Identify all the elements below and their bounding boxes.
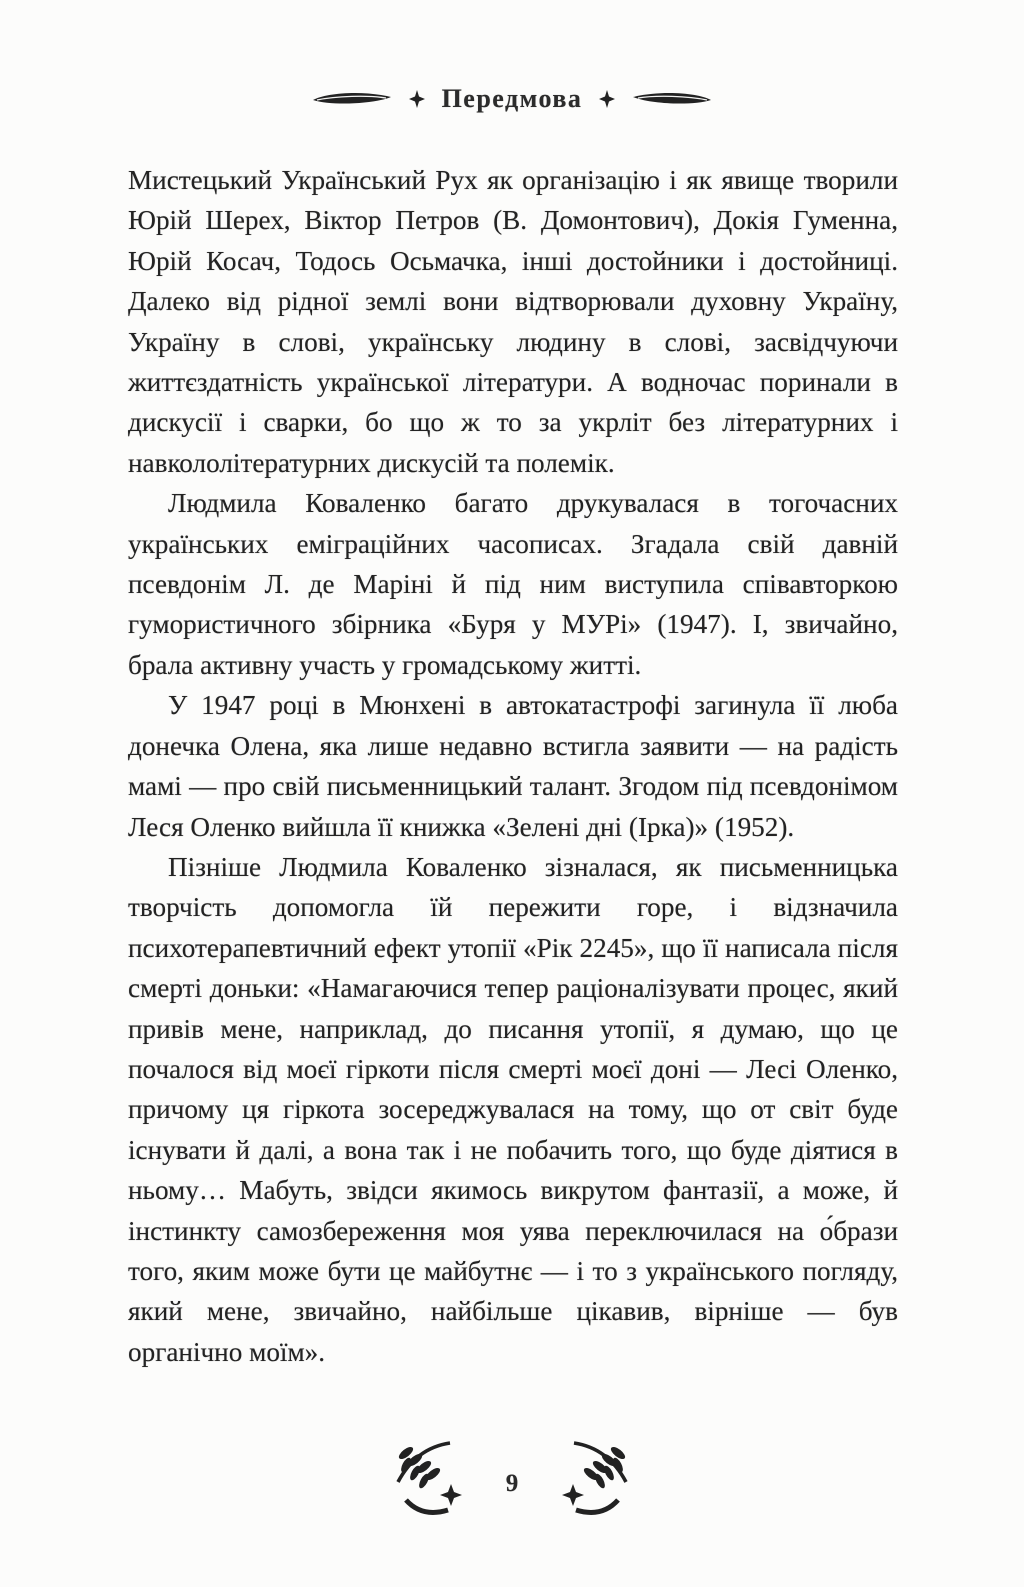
wheat-ornament-left-icon	[394, 1440, 468, 1524]
chapter-header	[0, 84, 1024, 114]
wheat-ornament-right-icon	[556, 1440, 630, 1524]
paragraph: Мистецький Український Рух як організацію і як явище творили Юрій Шерех, Віктор Петров (В. Домонтович), Докія Гуменна, Юрій Косач, Тодось Осьмачка, інші достойники і достойниці. Далеко від рідної землі вони відтворювали духовну Україну, Україну в слові, українську людину в слові, засвідчуючи життєздатність української літератури. А водночас поринали в дискусії і сварки, бо що ж то за укрліт без літературних і навкололітературних дискусій та полемік.	[128, 165, 898, 478]
four-point-star-icon	[599, 90, 615, 108]
paragraph: У 1947 році в Мюнхені в автокатастрофі загинула її люба донечка Олена, яка лише недавно встигла заявити — на радість мамі — про свій письменницький талант. Згодом під псевдонімом Леся Оленко вийшла її книжка «Зелені дні (Ірка)» (1952).	[128, 690, 898, 842]
leaf-ornament-left-icon	[312, 90, 392, 108]
paragraph: Пізніше Людмила Коваленко зізналася, як письменницька творчість допомогла їй пережити горе, і відзначила психотерапевтичний ефект утопії «Рік 2245», що її написала після смерті доньки: «Намагаючися тепер раціоналізувати процес, який привів мене, наприклад, до писання утопії, я думаю, що це почалося від моєї гіркоти після смерті моєї доні — Лесі Оленко, причому ця гіркота зосереджувалася на тому, що от світ буде існувати й далі, а вона так і не побачить того, що буде діятися в ньому… Мабуть, звідси якимось викрутом фантазії, а може, й інстинкту самозбереження моя уява переключилася на о́брази того, яким може бути це майбутнє — і то з українського погляду, який мене, звичайно, найбільше цікавив, вірніше — був органічно моїм».	[128, 851, 898, 1367]
page-footer	[0, 1440, 1024, 1524]
leaf-ornament-right-icon	[632, 90, 712, 108]
paragraph: Людмила Коваленко багато друкувалася в тогочасних українських еміграційних часописах. Згадала свій давній псевдонім Л. де Маріні й під ним виступила співавторкою гумористичного збірника «Буря у МУРі» (1947). І, звичайно, брала активну участь у громадському житті.	[128, 488, 898, 680]
page-title: Передмова	[441, 84, 583, 113]
body-text	[128, 160, 898, 1372]
four-point-star-icon	[409, 90, 425, 108]
page-number: 9	[505, 1470, 519, 1497]
